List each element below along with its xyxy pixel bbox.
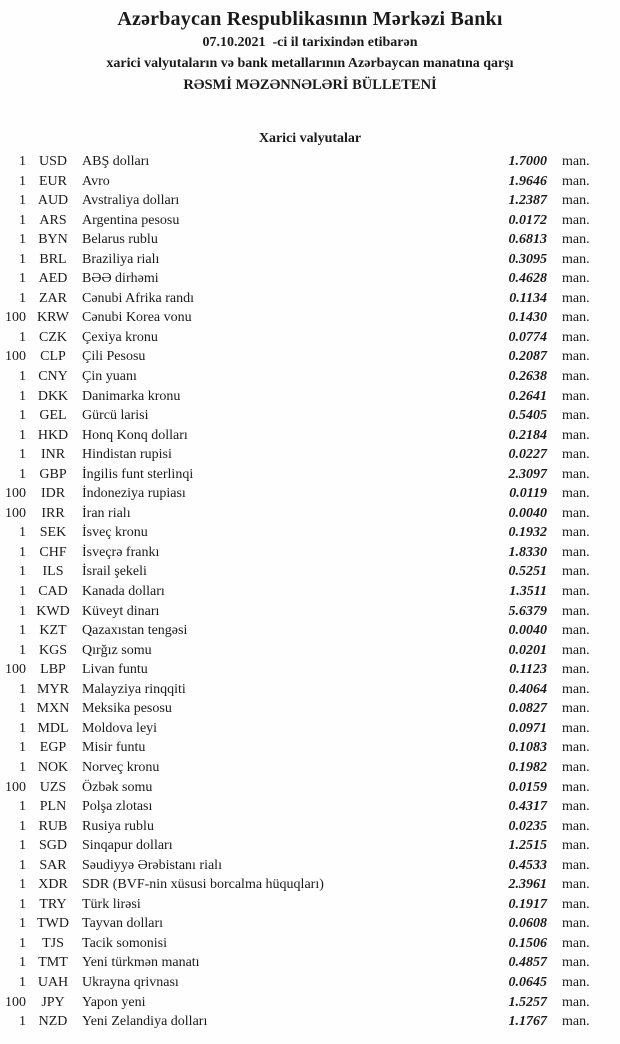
currency-name-cell: Misir funtu bbox=[82, 740, 146, 756]
quantity-cell: 1 bbox=[19, 759, 26, 775]
currency-name-cell: İran rialı bbox=[82, 505, 131, 521]
rate-value-cell: 0.2638 bbox=[508, 369, 547, 385]
rate-value-cell: 0.0235 bbox=[508, 818, 547, 834]
unit-label-cell: man. bbox=[562, 818, 590, 834]
unit-label-cell: man. bbox=[562, 447, 590, 463]
currency-name-cell: Yeni Zelandiya dolları bbox=[82, 1014, 208, 1030]
unit-label-cell: man. bbox=[562, 290, 590, 306]
currency-name-cell: Norveç kronu bbox=[82, 759, 160, 775]
currency-code-cell: XDR bbox=[38, 877, 68, 893]
currency-code-cell: DKK bbox=[37, 388, 69, 404]
rate-row bbox=[0, 445, 620, 465]
currency-name-cell: SDR (BVF-nin xüsusi borcalma hüquqları) bbox=[82, 877, 324, 893]
quantity-cell: 1 bbox=[19, 955, 26, 971]
currency-code-cell: TJS bbox=[42, 935, 64, 951]
unit-label-cell: man. bbox=[562, 388, 590, 404]
rate-row bbox=[0, 817, 620, 837]
rate-row bbox=[0, 523, 620, 543]
rate-value-cell: 0.4533 bbox=[508, 857, 547, 873]
unit-label-cell: man. bbox=[562, 779, 590, 795]
rate-row bbox=[0, 719, 620, 739]
rate-value-cell: 0.1932 bbox=[508, 525, 547, 541]
rate-row bbox=[0, 191, 620, 211]
quantity-cell: 100 bbox=[5, 994, 26, 1010]
rate-value-cell: 0.0119 bbox=[509, 486, 547, 502]
currency-name-cell: Qazaxıstan tengəsi bbox=[82, 623, 188, 639]
currency-name-cell: Çin yuanı bbox=[82, 369, 137, 385]
unit-label-cell: man. bbox=[562, 564, 590, 580]
currency-name-cell: Livan funtu bbox=[82, 662, 148, 678]
rate-value-cell: 0.1123 bbox=[509, 662, 547, 678]
quantity-cell: 1 bbox=[19, 173, 26, 189]
rate-value-cell: 0.0645 bbox=[508, 974, 547, 990]
unit-label-cell: man. bbox=[562, 935, 590, 951]
currency-name-cell: Honq Konq dolları bbox=[82, 427, 188, 443]
currency-name-cell: İsveç kronu bbox=[82, 525, 148, 541]
quantity-cell: 1 bbox=[19, 447, 26, 463]
rate-row bbox=[0, 895, 620, 915]
currency-code-cell: KRW bbox=[37, 310, 69, 326]
section-title-foreign-currencies: Xarici valyutalar bbox=[258, 131, 362, 146]
unit-label-cell: man. bbox=[562, 544, 590, 560]
unit-label-cell: man. bbox=[562, 466, 590, 482]
rate-row bbox=[0, 582, 620, 602]
bank-name-title: Azərbaycan Respublikasının Mərkəzi Bankı bbox=[117, 8, 503, 30]
rate-value-cell: 1.2387 bbox=[508, 193, 547, 209]
unit-label-cell: man. bbox=[562, 994, 590, 1010]
unit-label-cell: man. bbox=[562, 173, 590, 189]
rate-value-cell: 2.3097 bbox=[508, 466, 547, 482]
currency-code-cell: ZAR bbox=[39, 290, 67, 306]
unit-label-cell: man. bbox=[562, 212, 590, 228]
unit-label-cell: man. bbox=[562, 896, 590, 912]
currency-name-cell: İsveçrə frankı bbox=[82, 544, 160, 560]
rate-row bbox=[0, 797, 620, 817]
currency-code-cell: IRR bbox=[41, 505, 65, 521]
currency-code-cell: KZT bbox=[39, 623, 67, 639]
rate-row bbox=[0, 680, 620, 700]
currency-name-cell: Moldova leyi bbox=[82, 720, 158, 736]
currency-code-cell: UAH bbox=[37, 974, 69, 990]
rate-value-cell: 0.0827 bbox=[508, 701, 547, 717]
unit-label-cell: man. bbox=[562, 584, 590, 600]
bulletin-header bbox=[0, 0, 620, 96]
currency-code-cell: EUR bbox=[39, 173, 67, 189]
quantity-cell: 1 bbox=[19, 877, 26, 893]
quantity-cell: 1 bbox=[19, 369, 26, 385]
rate-value-cell: 0.1134 bbox=[509, 290, 547, 306]
unit-label-cell: man. bbox=[562, 271, 590, 287]
currency-code-cell: CAD bbox=[38, 584, 68, 600]
currency-code-cell: AED bbox=[38, 271, 68, 287]
quantity-cell: 100 bbox=[5, 310, 26, 326]
quantity-cell: 1 bbox=[19, 427, 26, 443]
currency-code-cell: KGS bbox=[38, 642, 67, 658]
currency-name-cell: Avstraliya dolları bbox=[82, 193, 180, 209]
quantity-cell: 1 bbox=[19, 251, 26, 267]
unit-label-cell: man. bbox=[562, 740, 590, 756]
unit-label-cell: man. bbox=[562, 251, 590, 267]
currency-name-cell: Braziliya rialı bbox=[82, 251, 160, 267]
rate-row bbox=[0, 367, 620, 387]
quantity-cell: 1 bbox=[19, 212, 26, 228]
bulletin-title: RƏSMİ MƏZƏNNƏLƏRİ BÜLLETENİ bbox=[183, 77, 437, 93]
currency-code-cell: ARS bbox=[39, 212, 67, 228]
rate-row bbox=[0, 484, 620, 504]
rate-row bbox=[0, 504, 620, 524]
rate-value-cell: 0.0172 bbox=[508, 212, 547, 228]
rate-value-cell: 1.5257 bbox=[508, 994, 547, 1010]
rate-value-cell: 0.0227 bbox=[508, 447, 547, 463]
currency-name-cell: Argentina pesosu bbox=[82, 212, 180, 228]
currency-code-cell: BYN bbox=[38, 232, 68, 248]
rate-row bbox=[0, 641, 620, 661]
rate-value-cell: 0.5405 bbox=[508, 408, 547, 424]
unit-label-cell: man. bbox=[562, 662, 590, 678]
currency-name-cell: İndoneziya rupiası bbox=[82, 486, 186, 502]
rate-value-cell: 1.7000 bbox=[508, 154, 547, 169]
quantity-cell: 1 bbox=[19, 916, 26, 932]
unit-label-cell: man. bbox=[562, 603, 590, 619]
currency-code-cell: ILS bbox=[42, 564, 64, 580]
rate-row bbox=[0, 934, 620, 954]
unit-label-cell: man. bbox=[562, 681, 590, 697]
unit-label-cell: man. bbox=[562, 505, 590, 521]
rate-row bbox=[0, 172, 620, 192]
currency-code-cell: GEL bbox=[39, 408, 67, 424]
unit-label-cell: man. bbox=[562, 642, 590, 658]
currency-code-cell: IDR bbox=[40, 486, 66, 502]
unit-label-cell: man. bbox=[562, 1014, 590, 1030]
rate-value-cell: 0.1917 bbox=[508, 896, 547, 912]
currency-code-cell: MYR bbox=[37, 681, 69, 697]
rate-value-cell: 2.3961 bbox=[508, 877, 547, 893]
quantity-cell: 100 bbox=[5, 779, 26, 795]
currency-name-cell: Küveyt dinarı bbox=[82, 603, 160, 619]
rate-row bbox=[0, 387, 620, 407]
rate-row bbox=[0, 250, 620, 270]
unit-label-cell: man. bbox=[562, 955, 590, 971]
currency-code-cell: SEK bbox=[39, 525, 67, 541]
quantity-cell: 1 bbox=[19, 466, 26, 482]
currency-code-cell: HKD bbox=[37, 427, 69, 443]
currency-name-cell: Çexiya kronu bbox=[82, 329, 158, 345]
rate-row bbox=[0, 269, 620, 289]
quantity-cell: 1 bbox=[19, 603, 26, 619]
currency-code-cell: TMT bbox=[38, 955, 68, 971]
quantity-cell: 1 bbox=[19, 193, 26, 209]
rate-row bbox=[0, 758, 620, 778]
quantity-cell: 1 bbox=[19, 623, 26, 639]
rate-value-cell: 1.1767 bbox=[508, 1014, 547, 1030]
quantity-cell: 100 bbox=[5, 505, 26, 521]
quantity-cell: 1 bbox=[19, 974, 26, 990]
unit-label-cell: man. bbox=[562, 877, 590, 893]
rate-value-cell: 0.0040 bbox=[508, 623, 547, 639]
currency-code-cell: CNY bbox=[38, 369, 68, 385]
currency-name-cell: Ukrayna qrivnası bbox=[82, 974, 179, 990]
rate-row bbox=[0, 602, 620, 622]
rate-value-cell: 0.1982 bbox=[508, 759, 547, 775]
currency-name-cell: Sinqapur dolları bbox=[82, 838, 173, 854]
rate-value-cell: 0.3095 bbox=[508, 251, 547, 267]
quantity-cell: 1 bbox=[19, 544, 26, 560]
currency-name-cell: Danimarka kronu bbox=[82, 388, 181, 404]
quantity-cell: 1 bbox=[19, 388, 26, 404]
rate-value-cell: 0.4628 bbox=[508, 271, 547, 287]
quantity-cell: 1 bbox=[19, 740, 26, 756]
currency-code-cell: BRL bbox=[39, 251, 67, 267]
currency-code-cell: KWD bbox=[36, 603, 70, 619]
currency-code-cell: AUD bbox=[37, 193, 69, 209]
rate-value-cell: 0.1083 bbox=[508, 740, 547, 756]
currency-name-cell: Tayvan dolları bbox=[82, 916, 164, 932]
currency-name-cell: Rusiya rublu bbox=[82, 818, 154, 834]
quantity-cell: 1 bbox=[19, 838, 26, 854]
currency-code-cell: CHF bbox=[39, 544, 67, 560]
subject-line: xarici valyutaların və bank metallarının Azərbaycan manatına qarşı bbox=[106, 56, 514, 71]
unit-label-cell: man. bbox=[562, 720, 590, 736]
rate-value-cell: 0.1430 bbox=[508, 310, 547, 326]
rate-row bbox=[0, 914, 620, 934]
currency-name-cell: Kanada dolları bbox=[82, 584, 165, 600]
rate-value-cell: 1.9646 bbox=[508, 173, 547, 189]
currency-code-cell: LBP bbox=[40, 662, 66, 678]
unit-label-cell: man. bbox=[562, 623, 590, 639]
quantity-cell: 1 bbox=[19, 584, 26, 600]
currency-name-cell: Hindistan rupisi bbox=[82, 447, 172, 463]
currency-code-cell: TRY bbox=[39, 896, 67, 912]
quantity-cell: 1 bbox=[19, 154, 26, 169]
currency-code-cell: CZK bbox=[39, 329, 67, 345]
rate-value-cell: 5.6379 bbox=[508, 603, 547, 619]
unit-label-cell: man. bbox=[562, 193, 590, 209]
currency-code-cell: NOK bbox=[37, 759, 69, 775]
currency-code-cell: GBP bbox=[39, 466, 67, 482]
rate-row bbox=[0, 562, 620, 582]
currency-name-cell: Cənubi Korea vonu bbox=[82, 310, 192, 326]
rate-value-cell: 0.6813 bbox=[508, 232, 547, 248]
quantity-cell: 1 bbox=[19, 525, 26, 541]
rate-row bbox=[0, 308, 620, 328]
unit-label-cell: man. bbox=[562, 427, 590, 443]
rate-row bbox=[0, 211, 620, 231]
currency-code-cell: NZD bbox=[38, 1014, 68, 1030]
currency-name-cell: BƏƏ dirhəmi bbox=[82, 271, 159, 287]
unit-label-cell: man. bbox=[562, 525, 590, 541]
quantity-cell: 100 bbox=[5, 486, 26, 502]
currency-code-cell: EGP bbox=[39, 740, 67, 756]
quantity-cell: 1 bbox=[19, 290, 26, 306]
currency-code-cell: TWD bbox=[37, 916, 69, 932]
unit-label-cell: man. bbox=[562, 974, 590, 990]
unit-label-cell: man. bbox=[562, 838, 590, 854]
quantity-cell: 1 bbox=[19, 408, 26, 424]
rate-row bbox=[0, 875, 620, 895]
currency-name-cell: Malayziya rinqqiti bbox=[82, 681, 186, 697]
unit-label-cell: man. bbox=[562, 154, 590, 169]
currency-name-cell: Cənubi Afrika randı bbox=[82, 290, 194, 306]
unit-label-cell: man. bbox=[562, 799, 590, 815]
rate-value-cell: 0.2184 bbox=[508, 427, 547, 443]
rate-value-cell: 0.2087 bbox=[508, 349, 547, 365]
rate-row bbox=[0, 993, 620, 1013]
currency-code-cell: MXN bbox=[36, 701, 70, 717]
quantity-cell: 1 bbox=[19, 232, 26, 248]
unit-label-cell: man. bbox=[562, 369, 590, 385]
rate-row bbox=[0, 973, 620, 993]
currency-name-cell: Səudiyyə Ərəbistanı rialı bbox=[82, 857, 222, 873]
rate-value-cell: 0.0201 bbox=[508, 642, 547, 658]
quantity-cell: 1 bbox=[19, 1014, 26, 1030]
currency-code-cell: INR bbox=[40, 447, 66, 463]
rate-value-cell: 0.4857 bbox=[508, 955, 547, 971]
currency-name-cell: Gürcü larisi bbox=[82, 408, 149, 424]
currency-code-cell: UZS bbox=[39, 779, 67, 795]
rates-table bbox=[0, 152, 620, 1032]
currency-name-cell: Polşa zlotası bbox=[82, 799, 153, 815]
rate-value-cell: 0.0159 bbox=[508, 779, 547, 795]
unit-label-cell: man. bbox=[562, 408, 590, 424]
rate-value-cell: 1.3511 bbox=[509, 584, 547, 600]
currency-name-cell: İsrail şekeli bbox=[82, 564, 147, 580]
unit-label-cell: man. bbox=[562, 759, 590, 775]
currency-name-cell: Tacik somonisi bbox=[82, 935, 167, 951]
rate-row bbox=[0, 426, 620, 446]
rate-row bbox=[0, 230, 620, 250]
rate-value-cell: 0.0040 bbox=[508, 505, 547, 521]
effective-date-line: 07.10.2021 -ci il tarixindən etibarən bbox=[202, 35, 418, 50]
currency-name-cell: Yeni türkmən manatı bbox=[82, 955, 200, 971]
rate-row bbox=[0, 660, 620, 680]
rate-value-cell: 0.4317 bbox=[508, 799, 547, 815]
rate-row bbox=[0, 347, 620, 367]
quantity-cell: 1 bbox=[19, 271, 26, 287]
rate-row bbox=[0, 465, 620, 485]
currency-code-cell: SGD bbox=[38, 838, 67, 854]
rate-value-cell: 0.4064 bbox=[508, 681, 547, 697]
currency-code-cell: PLN bbox=[39, 799, 67, 815]
quantity-cell: 1 bbox=[19, 642, 26, 658]
rate-value-cell: 1.8330 bbox=[508, 544, 547, 560]
rate-row bbox=[0, 953, 620, 973]
rate-row bbox=[0, 152, 620, 172]
rate-row bbox=[0, 778, 620, 798]
currency-name-cell: Belarus rublu bbox=[82, 232, 158, 248]
rate-row bbox=[0, 289, 620, 309]
rate-row bbox=[0, 328, 620, 348]
currency-name-cell: ABŞ dolları bbox=[82, 154, 150, 169]
currency-name-cell: Qırğız somu bbox=[82, 642, 152, 658]
rate-row bbox=[0, 699, 620, 719]
currency-name-cell: Meksika pesosu bbox=[82, 701, 172, 717]
currency-name-cell: Avro bbox=[82, 173, 110, 189]
quantity-cell: 100 bbox=[5, 349, 26, 365]
unit-label-cell: man. bbox=[562, 857, 590, 873]
rate-row bbox=[0, 543, 620, 563]
rate-value-cell: 0.1506 bbox=[508, 935, 547, 951]
rate-row bbox=[0, 836, 620, 856]
quantity-cell: 1 bbox=[19, 720, 26, 736]
unit-label-cell: man. bbox=[562, 486, 590, 502]
quantity-cell: 1 bbox=[19, 896, 26, 912]
rate-row bbox=[0, 621, 620, 641]
rate-value-cell: 0.0774 bbox=[508, 329, 547, 345]
currency-name-cell: Yapon yeni bbox=[82, 994, 146, 1010]
unit-label-cell: man. bbox=[562, 310, 590, 326]
unit-label-cell: man. bbox=[562, 349, 590, 365]
quantity-cell: 1 bbox=[19, 329, 26, 345]
rate-value-cell: 0.5251 bbox=[508, 564, 547, 580]
currency-code-cell: USD bbox=[38, 154, 67, 169]
unit-label-cell: man. bbox=[562, 916, 590, 932]
unit-label-cell: man. bbox=[562, 329, 590, 345]
quantity-cell: 1 bbox=[19, 935, 26, 951]
quantity-cell: 1 bbox=[19, 564, 26, 580]
quantity-cell: 1 bbox=[19, 799, 26, 815]
currency-code-cell: MDL bbox=[37, 720, 69, 736]
rate-value-cell: 0.2641 bbox=[508, 388, 547, 404]
currency-code-cell: SAR bbox=[39, 857, 67, 873]
rate-row bbox=[0, 406, 620, 426]
rate-value-cell: 0.0971 bbox=[508, 720, 547, 736]
unit-label-cell: man. bbox=[562, 701, 590, 717]
currency-name-cell: Türk lirəsi bbox=[82, 896, 141, 912]
currency-code-cell: RUB bbox=[38, 818, 68, 834]
currency-name-cell: Özbək somu bbox=[82, 779, 153, 795]
rate-value-cell: 0.0608 bbox=[508, 916, 547, 932]
quantity-cell: 1 bbox=[19, 818, 26, 834]
quantity-cell: 1 bbox=[19, 857, 26, 873]
currency-code-cell: CLP bbox=[40, 349, 66, 365]
rate-value-cell: 1.2515 bbox=[508, 838, 547, 854]
currency-code-cell: JPY bbox=[41, 994, 65, 1010]
rate-row bbox=[0, 1012, 620, 1032]
unit-label-cell: man. bbox=[562, 232, 590, 248]
rate-row bbox=[0, 856, 620, 876]
rate-row bbox=[0, 738, 620, 758]
currency-name-cell: İngilis funt sterlinqi bbox=[82, 466, 194, 482]
currency-name-cell: Çili Pesosu bbox=[82, 349, 146, 365]
quantity-cell: 1 bbox=[19, 681, 26, 697]
quantity-cell: 1 bbox=[19, 701, 26, 717]
quantity-cell: 100 bbox=[5, 662, 26, 678]
